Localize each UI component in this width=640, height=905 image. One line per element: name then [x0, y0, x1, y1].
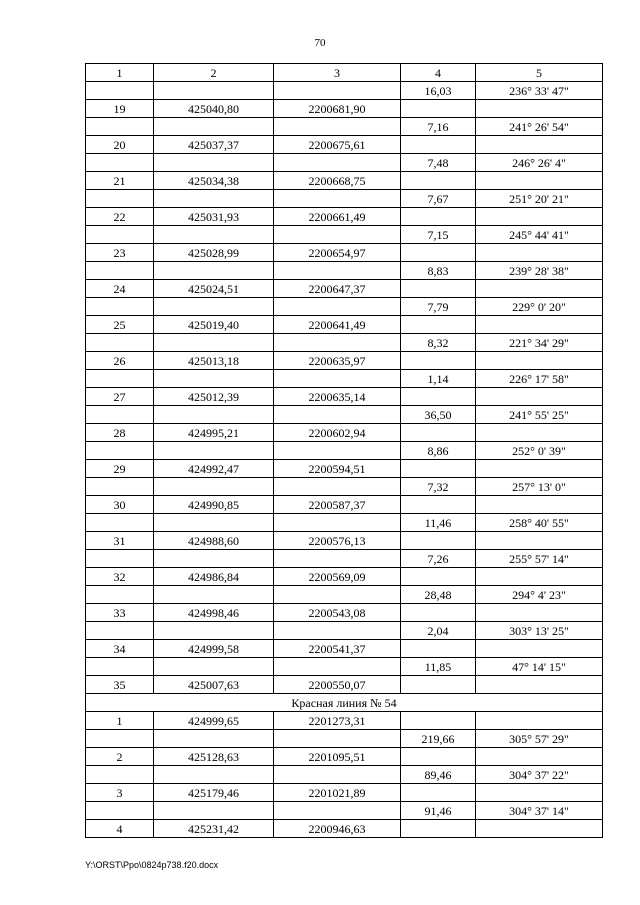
length-cell [401, 532, 476, 550]
length-cell: 91,46 [401, 802, 476, 820]
bearing-cell: 245° 44' 41" [476, 226, 603, 244]
y-coordinate-cell: 2200668,75 [274, 172, 401, 190]
length-cell: 1,14 [401, 370, 476, 388]
y-coordinate-cell [274, 658, 401, 676]
section-row [86, 694, 603, 712]
table-row [86, 622, 603, 640]
point-number-cell: 25 [86, 316, 154, 334]
point-number-cell [86, 370, 154, 388]
y-coordinate-cell: 2200675,61 [274, 136, 401, 154]
point-number-cell: 35 [86, 676, 154, 694]
x-coordinate-cell: 425007,63 [154, 676, 274, 694]
column-header-2: 2 [154, 64, 274, 82]
y-coordinate-cell [274, 514, 401, 532]
y-coordinate-cell: 2200543,08 [274, 604, 401, 622]
length-cell: 7,16 [401, 118, 476, 136]
bearing-cell [476, 532, 603, 550]
point-number-cell [86, 334, 154, 352]
bearing-cell: 252° 0' 39" [476, 442, 603, 460]
y-coordinate-cell [274, 370, 401, 388]
length-cell [401, 604, 476, 622]
length-cell [401, 676, 476, 694]
table-row [86, 766, 603, 784]
coordinates-table [85, 63, 603, 838]
point-number-cell: 27 [86, 388, 154, 406]
table-row [86, 712, 603, 730]
bearing-cell: 221° 34' 29" [476, 334, 603, 352]
bearing-cell [476, 568, 603, 586]
y-coordinate-cell: 2200681,90 [274, 100, 401, 118]
bearing-cell [476, 640, 603, 658]
y-coordinate-cell [274, 82, 401, 100]
header-row [86, 64, 603, 82]
y-coordinate-cell [274, 190, 401, 208]
point-number-cell: 26 [86, 352, 154, 370]
table-row [86, 640, 603, 658]
x-coordinate-cell [154, 370, 274, 388]
table-row [86, 334, 603, 352]
x-coordinate-cell [154, 298, 274, 316]
bearing-cell [476, 388, 603, 406]
length-cell [401, 136, 476, 154]
point-number-cell: 24 [86, 280, 154, 298]
length-cell [401, 244, 476, 262]
table-row [86, 460, 603, 478]
x-coordinate-cell: 424988,60 [154, 532, 274, 550]
point-number-cell: 31 [86, 532, 154, 550]
y-coordinate-cell: 2200635,97 [274, 352, 401, 370]
point-number-cell [86, 478, 154, 496]
length-cell [401, 640, 476, 658]
length-cell [401, 280, 476, 298]
bearing-cell [476, 604, 603, 622]
x-coordinate-cell [154, 658, 274, 676]
bearing-cell [476, 784, 603, 802]
bearing-cell [476, 280, 603, 298]
y-coordinate-cell: 2200946,63 [274, 820, 401, 838]
length-cell [401, 352, 476, 370]
y-coordinate-cell: 2201273,31 [274, 712, 401, 730]
table-row [86, 550, 603, 568]
point-number-cell: 33 [86, 604, 154, 622]
bearing-cell: 304° 37' 14" [476, 802, 603, 820]
bearing-cell [476, 208, 603, 226]
bearing-cell [476, 820, 603, 838]
table-row [86, 532, 603, 550]
x-coordinate-cell [154, 802, 274, 820]
x-coordinate-cell [154, 262, 274, 280]
point-number-cell [86, 514, 154, 532]
x-coordinate-cell [154, 190, 274, 208]
point-number-cell: 2 [86, 748, 154, 766]
x-coordinate-cell: 425012,39 [154, 388, 274, 406]
point-number-cell [86, 586, 154, 604]
x-coordinate-cell [154, 478, 274, 496]
point-number-cell: 23 [86, 244, 154, 262]
y-coordinate-cell [274, 334, 401, 352]
y-coordinate-cell [274, 802, 401, 820]
x-coordinate-cell [154, 334, 274, 352]
bearing-cell: 257° 13' 0" [476, 478, 603, 496]
length-cell: 7,32 [401, 478, 476, 496]
bearing-cell: 305° 57' 29" [476, 730, 603, 748]
x-coordinate-cell [154, 514, 274, 532]
bearing-cell: 236° 33' 47" [476, 82, 603, 100]
x-coordinate-cell [154, 550, 274, 568]
bearing-cell: 246° 26' 4" [476, 154, 603, 172]
bearing-cell: 255° 57' 14" [476, 550, 603, 568]
x-coordinate-cell: 424998,46 [154, 604, 274, 622]
length-cell: 7,26 [401, 550, 476, 568]
length-cell [401, 568, 476, 586]
page-number: 70 [314, 37, 326, 49]
y-coordinate-cell [274, 262, 401, 280]
bearing-cell: 304° 37' 22" [476, 766, 603, 784]
point-number-cell [86, 730, 154, 748]
x-coordinate-cell [154, 154, 274, 172]
y-coordinate-cell [274, 766, 401, 784]
point-number-cell [86, 406, 154, 424]
bearing-cell [476, 316, 603, 334]
bearing-cell [476, 100, 603, 118]
point-number-cell [86, 622, 154, 640]
x-coordinate-cell [154, 730, 274, 748]
point-number-cell: 21 [86, 172, 154, 190]
y-coordinate-cell: 2200576,13 [274, 532, 401, 550]
point-number-cell [86, 658, 154, 676]
table-row [86, 586, 603, 604]
y-coordinate-cell: 2200647,37 [274, 280, 401, 298]
point-number-cell [86, 154, 154, 172]
column-header-4: 4 [401, 64, 476, 82]
table-row [86, 262, 603, 280]
bearing-cell [476, 424, 603, 442]
length-cell: 16,03 [401, 82, 476, 100]
x-coordinate-cell: 424992,47 [154, 460, 274, 478]
length-cell: 219,66 [401, 730, 476, 748]
length-cell: 7,15 [401, 226, 476, 244]
table-row [86, 496, 603, 514]
y-coordinate-cell [274, 622, 401, 640]
y-coordinate-cell: 2200541,37 [274, 640, 401, 658]
x-coordinate-cell: 424999,58 [154, 640, 274, 658]
length-cell: 8,32 [401, 334, 476, 352]
table-row [86, 154, 603, 172]
column-header-1: 1 [86, 64, 154, 82]
y-coordinate-cell: 2200587,37 [274, 496, 401, 514]
length-cell [401, 820, 476, 838]
x-coordinate-cell: 425031,93 [154, 208, 274, 226]
length-cell [401, 748, 476, 766]
table-row [86, 280, 603, 298]
length-cell [401, 172, 476, 190]
point-number-cell [86, 766, 154, 784]
bearing-cell [476, 244, 603, 262]
y-coordinate-cell: 2200661,49 [274, 208, 401, 226]
length-cell: 11,46 [401, 514, 476, 532]
bearing-cell: 251° 20' 21" [476, 190, 603, 208]
section-title: Красная линия № 54 [86, 694, 603, 712]
length-cell [401, 460, 476, 478]
length-cell: 7,67 [401, 190, 476, 208]
x-coordinate-cell: 424986,84 [154, 568, 274, 586]
table-row [86, 244, 603, 262]
table-row [86, 388, 603, 406]
bearing-cell [476, 460, 603, 478]
length-cell [401, 784, 476, 802]
bearing-cell: 239° 28' 38" [476, 262, 603, 280]
column-header-5: 5 [476, 64, 603, 82]
table-row [86, 82, 603, 100]
length-cell: 11,85 [401, 658, 476, 676]
x-coordinate-cell: 424999,65 [154, 712, 274, 730]
point-number-cell [86, 550, 154, 568]
point-number-cell: 1 [86, 712, 154, 730]
length-cell: 2,04 [401, 622, 476, 640]
point-number-cell [86, 82, 154, 100]
bearing-cell: 241° 55' 25" [476, 406, 603, 424]
length-cell: 28,48 [401, 586, 476, 604]
table-row [86, 226, 603, 244]
length-cell [401, 424, 476, 442]
bearing-cell: 226° 17' 58" [476, 370, 603, 388]
x-coordinate-cell: 425028,99 [154, 244, 274, 262]
point-number-cell: 4 [86, 820, 154, 838]
table-row [86, 802, 603, 820]
length-cell: 89,46 [401, 766, 476, 784]
x-coordinate-cell: 425231,42 [154, 820, 274, 838]
table-row [86, 370, 603, 388]
point-number-cell: 32 [86, 568, 154, 586]
table-row [86, 676, 603, 694]
x-coordinate-cell [154, 82, 274, 100]
length-cell: 7,79 [401, 298, 476, 316]
x-coordinate-cell: 424995,21 [154, 424, 274, 442]
x-coordinate-cell: 425034,38 [154, 172, 274, 190]
x-coordinate-cell: 424990,85 [154, 496, 274, 514]
table-row [86, 424, 603, 442]
x-coordinate-cell: 425019,40 [154, 316, 274, 334]
point-number-cell [86, 442, 154, 460]
x-coordinate-cell [154, 118, 274, 136]
table-row [86, 298, 603, 316]
y-coordinate-cell [274, 226, 401, 244]
point-number-cell: 30 [86, 496, 154, 514]
y-coordinate-cell [274, 442, 401, 460]
y-coordinate-cell [274, 118, 401, 136]
y-coordinate-cell: 2200602,94 [274, 424, 401, 442]
point-number-cell [86, 802, 154, 820]
x-coordinate-cell: 425013,18 [154, 352, 274, 370]
point-number-cell [86, 226, 154, 244]
table-row [86, 118, 603, 136]
bearing-cell [476, 172, 603, 190]
x-coordinate-cell: 425040,80 [154, 100, 274, 118]
table-row [86, 820, 603, 838]
x-coordinate-cell [154, 766, 274, 784]
table-row [86, 406, 603, 424]
table-row [86, 730, 603, 748]
bearing-cell [476, 748, 603, 766]
table-row [86, 748, 603, 766]
length-cell: 7,48 [401, 154, 476, 172]
table-row [86, 136, 603, 154]
point-number-cell [86, 262, 154, 280]
table-row [86, 568, 603, 586]
bearing-cell: 303° 13' 25" [476, 622, 603, 640]
bearing-cell [476, 496, 603, 514]
table-row [86, 514, 603, 532]
length-cell [401, 496, 476, 514]
x-coordinate-cell [154, 442, 274, 460]
bearing-cell: 241° 26' 54" [476, 118, 603, 136]
table-row [86, 208, 603, 226]
length-cell: 36,50 [401, 406, 476, 424]
point-number-cell [86, 118, 154, 136]
length-cell [401, 388, 476, 406]
point-number-cell [86, 190, 154, 208]
x-coordinate-cell: 425037,37 [154, 136, 274, 154]
point-number-cell: 29 [86, 460, 154, 478]
point-number-cell: 3 [86, 784, 154, 802]
table-row [86, 352, 603, 370]
table-row [86, 604, 603, 622]
table-body [86, 64, 603, 838]
x-coordinate-cell [154, 586, 274, 604]
x-coordinate-cell: 425024,51 [154, 280, 274, 298]
file-path-footer: Y:\ORST\Ppo\0824p738.f20.docx [85, 860, 219, 870]
length-cell [401, 100, 476, 118]
bearing-cell [476, 352, 603, 370]
y-coordinate-cell: 2201095,51 [274, 748, 401, 766]
bearing-cell: 229° 0' 20" [476, 298, 603, 316]
y-coordinate-cell [274, 154, 401, 172]
y-coordinate-cell [274, 298, 401, 316]
table-row [86, 658, 603, 676]
table-row [86, 316, 603, 334]
y-coordinate-cell: 2200635,14 [274, 388, 401, 406]
table-row [86, 190, 603, 208]
y-coordinate-cell: 2200550,07 [274, 676, 401, 694]
x-coordinate-cell: 425179,46 [154, 784, 274, 802]
bearing-cell: 294° 4' 23" [476, 586, 603, 604]
bearing-cell [476, 712, 603, 730]
table-row [86, 784, 603, 802]
y-coordinate-cell: 2201021,89 [274, 784, 401, 802]
point-number-cell: 22 [86, 208, 154, 226]
point-number-cell: 28 [86, 424, 154, 442]
y-coordinate-cell: 2200594,51 [274, 460, 401, 478]
y-coordinate-cell [274, 550, 401, 568]
y-coordinate-cell: 2200641,49 [274, 316, 401, 334]
y-coordinate-cell [274, 406, 401, 424]
point-number-cell: 20 [86, 136, 154, 154]
y-coordinate-cell [274, 586, 401, 604]
length-cell [401, 316, 476, 334]
column-header-3: 3 [274, 64, 401, 82]
bearing-cell [476, 676, 603, 694]
x-coordinate-cell: 425128,63 [154, 748, 274, 766]
y-coordinate-cell: 2200569,09 [274, 568, 401, 586]
length-cell [401, 208, 476, 226]
length-cell [401, 712, 476, 730]
table-row [86, 478, 603, 496]
bearing-cell [476, 136, 603, 154]
table-row [86, 442, 603, 460]
x-coordinate-cell [154, 406, 274, 424]
y-coordinate-cell [274, 478, 401, 496]
table-row [86, 100, 603, 118]
point-number-cell [86, 298, 154, 316]
table-row [86, 172, 603, 190]
y-coordinate-cell [274, 730, 401, 748]
bearing-cell: 47° 14' 15" [476, 658, 603, 676]
bearing-cell: 258° 40' 55" [476, 514, 603, 532]
length-cell: 8,83 [401, 262, 476, 280]
length-cell: 8,86 [401, 442, 476, 460]
x-coordinate-cell [154, 226, 274, 244]
point-number-cell: 19 [86, 100, 154, 118]
y-coordinate-cell: 2200654,97 [274, 244, 401, 262]
x-coordinate-cell [154, 622, 274, 640]
point-number-cell: 34 [86, 640, 154, 658]
